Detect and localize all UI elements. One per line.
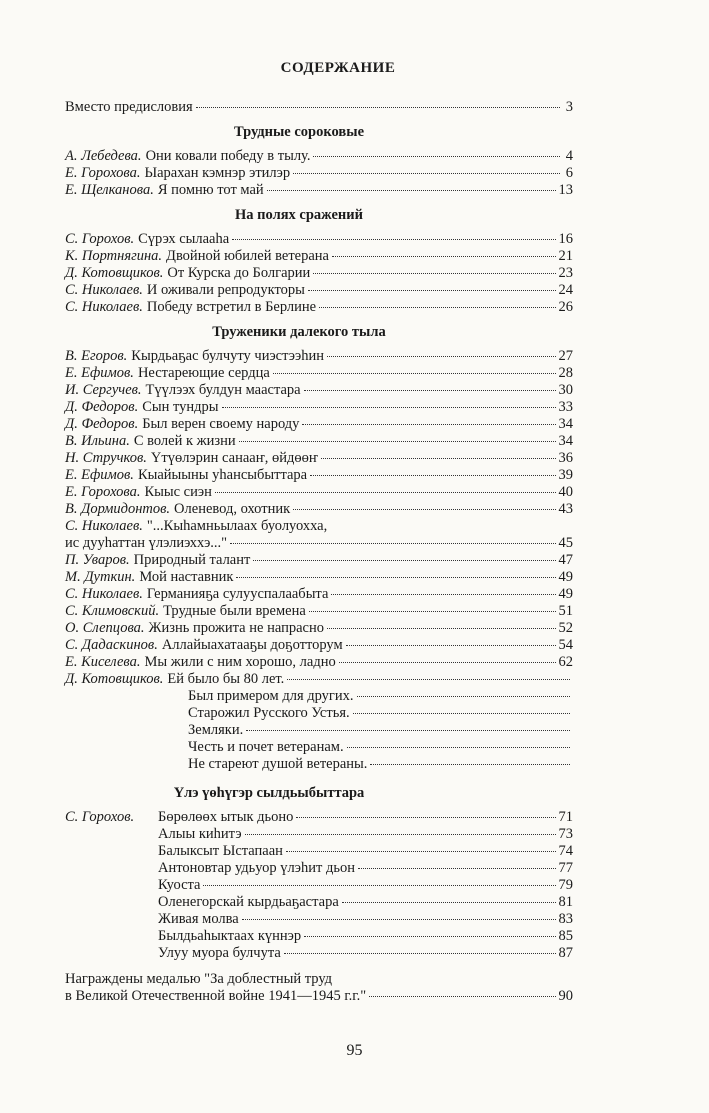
entry-page: 74: [558, 843, 573, 859]
toc-entry-intro: [65, 99, 573, 116]
awarded-line-1: [65, 971, 573, 988]
toc-entry: [65, 860, 573, 877]
toc-entry: [65, 231, 573, 248]
entry-title: Награждены медалью "За доблестный труд: [65, 971, 333, 987]
entry-title: Они ковали победу в тылу.: [145, 148, 311, 164]
dot-leader: [267, 190, 556, 191]
entry-title: И оживали репродукторы: [146, 282, 305, 298]
entry-author: П. Уваров.: [65, 552, 130, 568]
entry-title: Был верен своему народу: [142, 416, 300, 432]
dot-leader: [232, 239, 555, 240]
dot-leader: [239, 441, 556, 442]
table-of-contents: [65, 60, 573, 1005]
entry-page: 34: [558, 433, 573, 449]
dot-leader: [321, 458, 556, 459]
entry-page: 85: [558, 928, 573, 944]
entry-author: С. Горохов.: [65, 809, 135, 825]
entry-page: 83: [558, 911, 573, 927]
toc-entry: [65, 894, 573, 911]
entry-title: Балыксыт Ыстапаан: [158, 843, 283, 859]
dot-leader: [302, 424, 555, 425]
entry-author: М. Дуткин.: [65, 569, 136, 585]
entry-page: 27: [558, 348, 573, 364]
entry-author: Н. Стручков.: [65, 450, 147, 466]
entry-page: 30: [558, 382, 573, 398]
entry-page: 62: [558, 654, 573, 670]
dot-leader: [304, 390, 556, 391]
entry-page: 90: [558, 988, 573, 1004]
entry-author: С. Климовский.: [65, 603, 160, 619]
toc-entry: [65, 484, 573, 501]
entry-page: 73: [558, 826, 573, 842]
toc-entry: [65, 671, 573, 688]
dot-leader: [310, 475, 555, 476]
dot-leader: [246, 730, 570, 731]
entry-page: 39: [558, 467, 573, 483]
entry-title-cont: ис дууһаттан үлэлиэххэ...": [65, 535, 228, 551]
entry-title: Вместо предисловия: [65, 99, 193, 115]
entry-title: Мой наставник: [139, 569, 234, 585]
dot-leader: [296, 817, 555, 818]
entry-title: Аллайыахатааҕы доҕотторум: [161, 637, 343, 653]
entry-title: Үтүөлэрин санааҥ, өйдөөҥ: [150, 450, 318, 466]
dot-leader: [319, 307, 555, 308]
entry-page: 49: [558, 586, 573, 602]
entry-title: Кырдьаҕас булчуту чиэстээһин: [131, 348, 325, 364]
entry-title: Бөрөлөөх ытык дьоно: [158, 809, 294, 825]
dot-leader: [327, 356, 555, 357]
section-heading: Трудные сороковые: [233, 124, 365, 140]
dot-leader: [313, 156, 560, 157]
entry-title: Трудные были времена: [163, 603, 306, 619]
entry-page: 33: [558, 399, 573, 415]
entry-title: Жизнь прожита не напрасно: [148, 620, 324, 636]
dot-leader: [342, 902, 556, 903]
dot-leader: [287, 679, 570, 680]
entry-title: Германияҕа сулууспалаабыта: [146, 586, 329, 602]
entry-title: Куоста: [158, 877, 201, 893]
entry-author: С. Горохов.: [65, 231, 135, 247]
entry-author: Е. Горохова.: [65, 484, 141, 500]
section-heading: Үлэ үөһүгэр сылдьыбыттара: [173, 785, 365, 801]
entry-author: Д. Котовщиков.: [65, 265, 164, 281]
entry-title: Земляки.: [188, 722, 244, 738]
entry-author: И. Сергучев.: [65, 382, 142, 398]
entry-page: 6: [565, 165, 573, 181]
entry-title: Антоновтар удьуор үлэһит дьон: [158, 860, 355, 876]
dot-leader: [293, 509, 555, 510]
entry-page: 3: [565, 99, 573, 115]
entry-page: 71: [558, 809, 573, 825]
entry-page: 34: [558, 416, 573, 432]
entry-title: в Великой Отечественной войне 1941—1945 г.г.": [65, 988, 367, 1004]
toc-entry: [65, 620, 573, 637]
section-heading: Труженики далекого тыла: [212, 324, 386, 340]
entry-author: Е. Горохова.: [65, 165, 141, 181]
entry-title: Кыыс сиэн: [144, 484, 212, 500]
entry-title: "...Кыһамньылаах буолуохха,: [146, 518, 328, 534]
toc-entry: [65, 877, 573, 894]
toc-entry: [65, 945, 573, 962]
entry-title: Сын тундры: [142, 399, 219, 415]
toc-entry: [65, 739, 573, 756]
dot-leader: [196, 107, 560, 108]
entry-author: Д. Федоров.: [65, 399, 139, 415]
entry-page: 13: [558, 182, 573, 198]
toc-entry: [65, 688, 573, 705]
entry-page: 87: [558, 945, 573, 961]
toc-entry: [65, 450, 573, 467]
toc-entry: [65, 705, 573, 722]
entry-page: 21: [558, 248, 573, 264]
entry-page: 47: [558, 552, 573, 568]
entry-author: С. Николаев.: [65, 518, 143, 534]
toc-entry: [65, 826, 573, 843]
toc-entry: [65, 165, 573, 182]
section-heading: На полях сражений: [235, 207, 363, 223]
entry-title: Түүлээх булдун маастара: [145, 382, 301, 398]
dot-leader: [353, 713, 570, 714]
toc-entry: [65, 282, 573, 299]
entry-page: 43: [558, 501, 573, 517]
toc-entry: [65, 809, 573, 826]
dot-leader: [332, 256, 556, 257]
entry-title: Мы жили с ним хорошо, ладно: [144, 654, 336, 670]
dot-leader: [331, 594, 555, 595]
entry-author: В. Егоров.: [65, 348, 128, 364]
toc-entry: [65, 299, 573, 316]
dot-leader: [304, 936, 555, 937]
dot-leader: [245, 834, 556, 835]
dot-leader: [358, 868, 556, 869]
dot-leader: [370, 764, 570, 765]
dot-leader: [309, 611, 556, 612]
entry-page: 79: [558, 877, 573, 893]
entry-page: 16: [558, 231, 573, 247]
entry-author: Д. Федоров.: [65, 416, 139, 432]
toc-entry: [65, 552, 573, 569]
entry-title: Честь и почет ветеранам.: [188, 739, 344, 755]
dot-leader: [253, 560, 555, 561]
dot-leader: [203, 885, 555, 886]
entry-page: 77: [558, 860, 573, 876]
entry-page: 54: [558, 637, 573, 653]
dot-leader: [308, 290, 556, 291]
toc-entry: [65, 843, 573, 860]
toc-entry: [65, 467, 573, 484]
entry-author: Д. Котовщиков.: [65, 671, 164, 687]
entry-page: 40: [558, 484, 573, 500]
entry-title: Живая молва: [158, 911, 239, 927]
toc-entry: [65, 265, 573, 282]
entry-author: Е. Ефимов.: [65, 365, 134, 381]
toc-entry: [65, 348, 573, 365]
toc-entry: [65, 433, 573, 450]
dot-leader: [293, 173, 560, 174]
toc-entry: [65, 248, 573, 265]
entry-title: Алыы киһитэ: [158, 826, 242, 842]
entry-author: С. Николаев.: [65, 282, 143, 298]
entry-page: 4: [565, 148, 573, 164]
entry-page: 36: [558, 450, 573, 466]
entry-page: 45: [558, 535, 573, 551]
toc-entry: [65, 722, 573, 739]
page-number: 95: [346, 1042, 363, 1059]
entry-author: А. Лебедева.: [65, 148, 142, 164]
entry-title: Ей было бы 80 лет.: [167, 671, 285, 687]
dot-leader: [236, 577, 555, 578]
entry-author: Е. Щелканова.: [65, 182, 154, 198]
entry-title: Природный талант: [133, 552, 251, 568]
dot-leader: [346, 645, 556, 646]
toc-entry: [65, 416, 573, 433]
toc-entry: [65, 586, 573, 603]
entry-title: С волей к жизни: [133, 433, 236, 449]
toc-entry: [65, 535, 573, 552]
entry-author: О. Слепцова.: [65, 620, 145, 636]
entry-title: Кыайыыны уһансыбыттара: [137, 467, 308, 483]
entry-author: С. Николаев.: [65, 299, 143, 315]
entry-author: Е. Киселева.: [65, 654, 141, 670]
entry-title: Старожил Русского Устья.: [188, 705, 350, 721]
entry-page: 51: [558, 603, 573, 619]
entry-title: Я помню тот май: [157, 182, 264, 198]
entry-title: Нестареющие сердца: [137, 365, 270, 381]
entry-title: Сүрэх сылааһа: [138, 231, 230, 247]
toc-entry: [65, 911, 573, 928]
entry-title: Оленевод, охотник: [174, 501, 291, 517]
toc-entry: [65, 569, 573, 586]
dot-leader: [313, 273, 555, 274]
entry-title: Улуу муора булчута: [158, 945, 281, 961]
awarded-line-2: [65, 988, 573, 1005]
toc-entry: [65, 603, 573, 620]
entry-title: Не стареют душой ветераны.: [188, 756, 368, 772]
entry-author: С. Николаев.: [65, 586, 143, 602]
toc-entry: [65, 182, 573, 199]
entry-title: Оленегорскай кырдьаҕастара: [158, 894, 339, 910]
entry-author: С. Дадаскинов.: [65, 637, 158, 653]
dot-leader: [339, 662, 556, 663]
entry-page: 28: [558, 365, 573, 381]
entry-page: 52: [558, 620, 573, 636]
entry-title: Ыарахан кэмнэр этилэр: [144, 165, 291, 181]
toc-entry: [65, 928, 573, 945]
dot-leader: [215, 492, 556, 493]
page-title: СОДЕРЖАНИЕ: [280, 60, 396, 76]
entry-author: К. Портнягина.: [65, 248, 163, 264]
entry-page: 26: [558, 299, 573, 315]
dot-leader: [327, 628, 556, 629]
dot-leader: [347, 747, 570, 748]
entry-page: 24: [558, 282, 573, 298]
entry-title: От Курска до Болгарии: [167, 265, 311, 281]
dot-leader: [273, 373, 556, 374]
dot-leader: [357, 696, 570, 697]
toc-entry: [65, 518, 573, 535]
toc-entry: [65, 365, 573, 382]
entry-title: Двойной юбилей ветерана: [166, 248, 329, 264]
entry-page: 81: [558, 894, 573, 910]
toc-entry: [65, 654, 573, 671]
dot-leader: [369, 996, 555, 997]
entry-title: Победу встретил в Берлине: [146, 299, 317, 315]
entry-page: 49: [558, 569, 573, 585]
toc-entry: [65, 399, 573, 416]
toc-entry: [65, 637, 573, 654]
entry-title: Был примером для других.: [188, 688, 354, 704]
dot-leader: [222, 407, 556, 408]
dot-leader: [286, 851, 556, 852]
entry-author: В. Ильина.: [65, 433, 130, 449]
dot-leader: [284, 953, 556, 954]
entry-author: В. Дормидонтов.: [65, 501, 171, 517]
toc-entry: [65, 148, 573, 165]
toc-entry: [65, 382, 573, 399]
dot-leader: [242, 919, 556, 920]
toc-entry: [65, 756, 573, 773]
entry-author: Е. Ефимов.: [65, 467, 134, 483]
entry-page: 23: [558, 265, 573, 281]
dot-leader: [230, 543, 555, 544]
entry-title: Былдьаһыктаах күннэр: [158, 928, 302, 944]
toc-entry: [65, 501, 573, 518]
